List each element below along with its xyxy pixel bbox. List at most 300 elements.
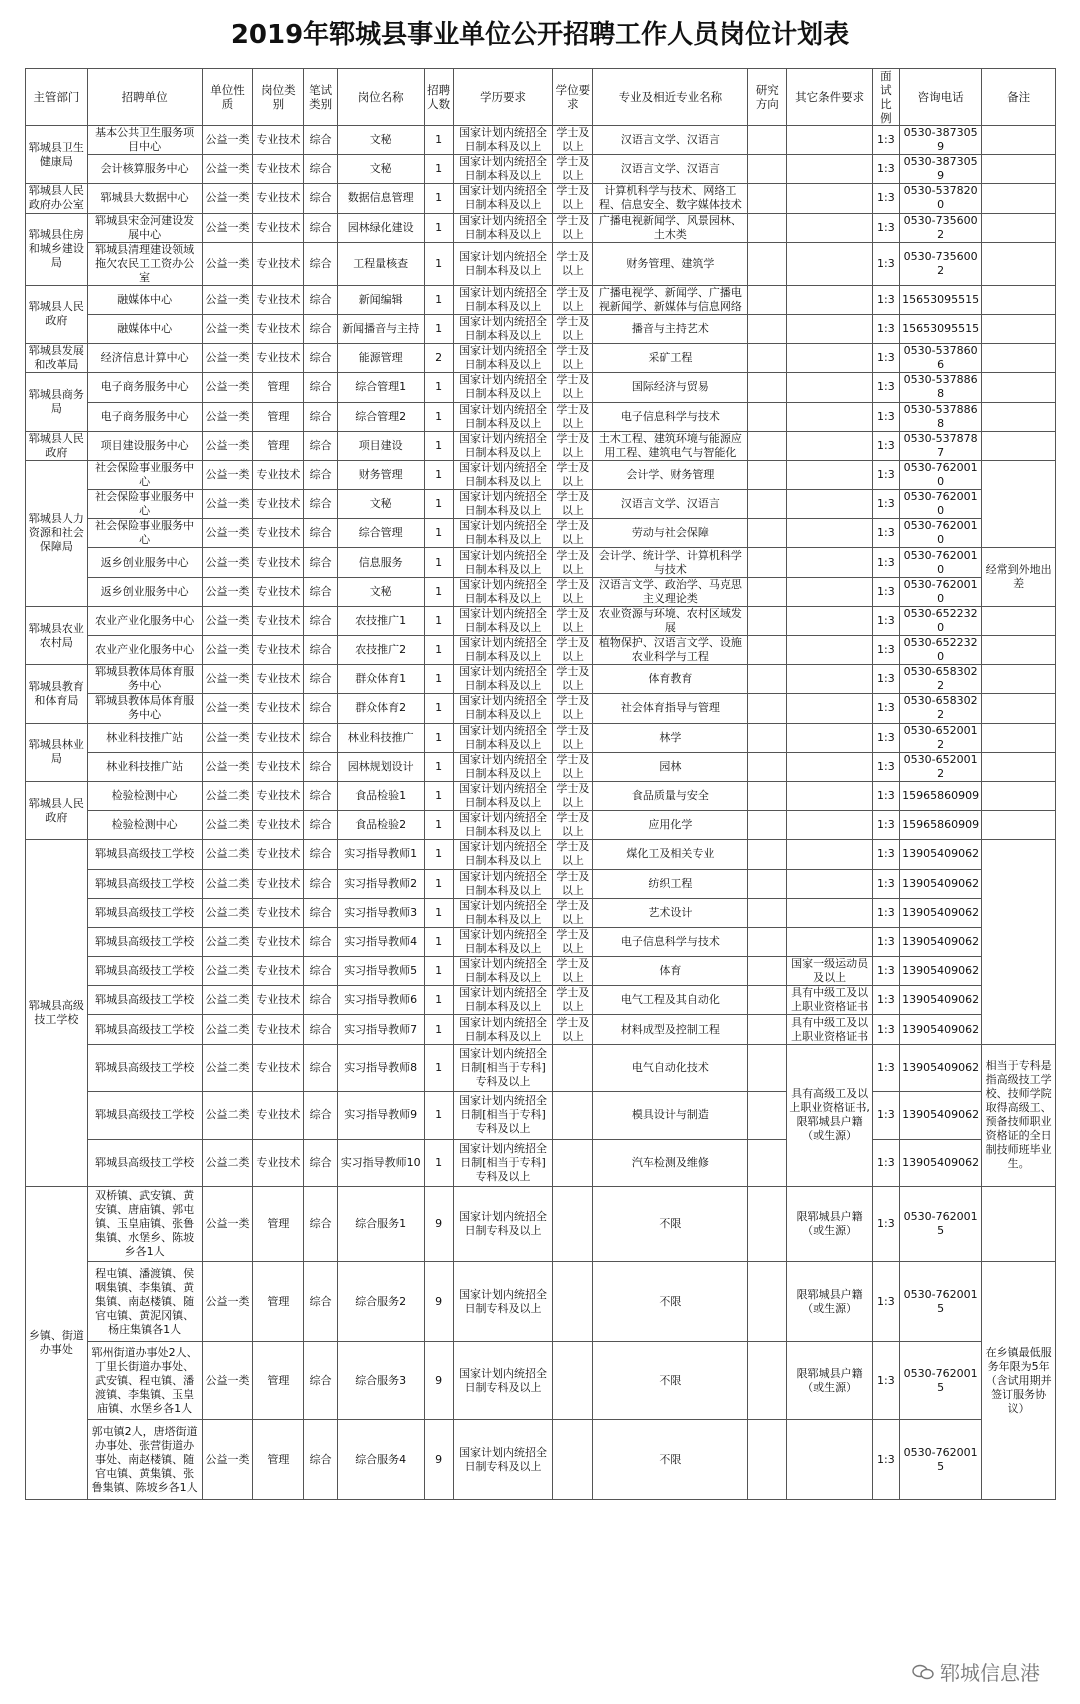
table-cell: 1 <box>424 314 453 343</box>
table-row <box>26 811 1056 840</box>
table-cell <box>787 811 873 840</box>
table-cell: 公益一类 <box>202 1342 253 1420</box>
major-cell: 会计学、财务管理 <box>593 460 748 489</box>
table-cell: 综合 <box>304 665 338 694</box>
table-cell <box>982 344 1056 373</box>
table-cell: 国家计划内统招全日制本科及以上 <box>453 811 553 840</box>
table-cell <box>787 460 873 489</box>
table-cell: 1 <box>424 285 453 314</box>
table-cell: 1:3 <box>872 811 899 840</box>
table-cell: 公益二类 <box>202 986 253 1015</box>
table-cell: 国家计划内统招全日制[相当于专科]专科及以上 <box>453 1092 553 1140</box>
table-cell: 1:3 <box>872 606 899 635</box>
table-cell: 专业技术 <box>253 519 304 548</box>
table-cell: 1 <box>424 242 453 285</box>
major-cell: 体育 <box>593 957 748 986</box>
unit-cell: 郓城县高级技工学校 <box>87 927 202 956</box>
post-cell: 食品检验1 <box>337 781 424 810</box>
table-cell: 国家计划内统招全日制本科及以上 <box>453 126 553 155</box>
table-row <box>26 184 1056 213</box>
table-cell: 公益二类 <box>202 957 253 986</box>
table-row <box>26 155 1056 184</box>
table-cell: 1:3 <box>872 636 899 665</box>
table-cell <box>748 373 787 402</box>
table-cell: 综合 <box>304 314 338 343</box>
phone-cell: 0530-6520012 <box>899 752 981 781</box>
table-cell <box>982 840 1056 1044</box>
table-cell: 1:3 <box>872 460 899 489</box>
table-cell: 1:3 <box>872 344 899 373</box>
table-cell: 9 <box>424 1262 453 1342</box>
post-cell: 食品检验2 <box>337 811 424 840</box>
header-cell: 招聘人数 <box>424 69 453 126</box>
table-cell <box>748 1092 787 1140</box>
table-row <box>26 344 1056 373</box>
table-cell: 国家计划内统招全日制专科及以上 <box>453 1187 553 1262</box>
table-cell <box>748 636 787 665</box>
table-row <box>26 957 1056 986</box>
header-cell: 岗位类别 <box>253 69 304 126</box>
table-cell: 1 <box>424 723 453 752</box>
table-cell: 公益二类 <box>202 869 253 898</box>
table-cell: 综合 <box>304 694 338 723</box>
table-cell: 综合 <box>304 898 338 927</box>
major-cell: 不限 <box>593 1420 748 1500</box>
table-cell: 1:3 <box>872 285 899 314</box>
table-cell: 1:3 <box>872 548 899 577</box>
unit-cell: 返乡创业服务中心 <box>87 548 202 577</box>
post-cell: 综合管理1 <box>337 373 424 402</box>
table-cell: 综合 <box>304 1187 338 1262</box>
table-cell <box>748 155 787 184</box>
table-row <box>26 636 1056 665</box>
phone-cell: 0530-5378787 <box>899 431 981 460</box>
post-cell: 综合管理 <box>337 519 424 548</box>
post-cell: 园林绿化建设 <box>337 213 424 242</box>
table-cell <box>787 752 873 781</box>
major-cell: 应用化学 <box>593 811 748 840</box>
table-cell: 1 <box>424 781 453 810</box>
unit-cell: 郓城县高级技工学校 <box>87 957 202 986</box>
table-cell: 1 <box>424 898 453 927</box>
post-cell: 实习指导教师8 <box>337 1044 424 1092</box>
table-cell: 公益一类 <box>202 184 253 213</box>
table-cell <box>748 869 787 898</box>
table-cell <box>748 402 787 431</box>
table-cell: 国家计划内统招全日制本科及以上 <box>453 373 553 402</box>
major-cell: 不限 <box>593 1187 748 1262</box>
unit-cell: 检验检测中心 <box>87 811 202 840</box>
table-cell: 国家计划内统招全日制本科及以上 <box>453 184 553 213</box>
table-cell: 学士及以上 <box>553 460 593 489</box>
major-cell: 农业资源与环境、农村区域发展 <box>593 606 748 635</box>
table-cell: 学士及以上 <box>553 752 593 781</box>
phone-cell: 0530-7620010 <box>899 490 981 519</box>
table-cell <box>982 373 1056 402</box>
major-cell: 食品质量与安全 <box>593 781 748 810</box>
table-row <box>26 840 1056 869</box>
table-cell: 国家计划内统招全日制本科及以上 <box>453 460 553 489</box>
post-cell: 新闻编辑 <box>337 285 424 314</box>
major-cell: 土木工程、建筑环境与能源应用工程、建筑电气与智能化 <box>593 431 748 460</box>
post-cell: 实习指导教师3 <box>337 898 424 927</box>
table-cell: 国家计划内统招全日制本科及以上 <box>453 986 553 1015</box>
major-cell: 植物保护、汉语言文学、设施农业科学与工程 <box>593 636 748 665</box>
post-cell: 综合服务2 <box>337 1262 424 1342</box>
table-cell: 1:3 <box>872 1420 899 1500</box>
table-cell: 国家计划内统招全日制本科及以上 <box>453 242 553 285</box>
table-cell: 1:3 <box>872 694 899 723</box>
table-cell <box>748 314 787 343</box>
table-cell <box>748 898 787 927</box>
post-cell: 数据信息管理 <box>337 184 424 213</box>
table-cell: 综合 <box>304 242 338 285</box>
unit-cell: 郓城县教体局体育服务中心 <box>87 665 202 694</box>
table-cell: 公益二类 <box>202 1092 253 1140</box>
table-cell: 国家计划内统招全日制本科及以上 <box>453 213 553 242</box>
phone-cell: 15965860909 <box>899 811 981 840</box>
table-cell: 专业技术 <box>253 184 304 213</box>
phone-cell: 15653095515 <box>899 314 981 343</box>
dept-cell: 郓城县住房和城乡建设局 <box>26 213 88 285</box>
unit-cell: 郭屯镇2人，唐塔街道办事处、张营街道办事处、南赵楼镇、随官屯镇、黄集镇、张鲁集镇、陈坡乡各1人 <box>87 1420 202 1500</box>
table-cell: 综合 <box>304 1139 338 1187</box>
table-cell: 综合 <box>304 548 338 577</box>
table-cell: 国家计划内统招全日制本科及以上 <box>453 577 553 606</box>
table-cell: 国家计划内统招全日制本科及以上 <box>453 869 553 898</box>
table-row <box>26 314 1056 343</box>
table-cell <box>787 577 873 606</box>
dept-cell: 郓城县商务局 <box>26 373 88 431</box>
table-cell <box>982 606 1056 635</box>
table-cell: 学士及以上 <box>553 1015 593 1044</box>
table-cell: 公益一类 <box>202 344 253 373</box>
table-row <box>26 986 1056 1015</box>
table-cell: 综合 <box>304 402 338 431</box>
table-row <box>26 606 1056 635</box>
phone-cell: 15965860909 <box>899 781 981 810</box>
header-cell: 学位要求 <box>553 69 593 126</box>
table-row <box>26 1342 1056 1420</box>
table-cell <box>982 694 1056 723</box>
table-cell: 1:3 <box>872 213 899 242</box>
table-cell: 国家计划内统招全日制专科及以上 <box>453 1342 553 1420</box>
table-cell: 专业技术 <box>253 285 304 314</box>
dept-cell: 郓城县人民政府 <box>26 285 88 343</box>
header-cell: 专业及相近专业名称 <box>593 69 748 126</box>
major-cell: 电气工程及其自动化 <box>593 986 748 1015</box>
table-cell: 国家计划内统招全日制本科及以上 <box>453 957 553 986</box>
unit-cell: 郓城县高级技工学校 <box>87 986 202 1015</box>
table-cell <box>787 213 873 242</box>
unit-cell: 郓城县高级技工学校 <box>87 840 202 869</box>
table-cell: 公益一类 <box>202 606 253 635</box>
table-cell <box>982 460 1056 548</box>
post-cell: 实习指导教师6 <box>337 986 424 1015</box>
other-cell <box>787 927 873 956</box>
unit-cell: 农业产业化服务中心 <box>87 636 202 665</box>
table-cell: 专业技术 <box>253 1015 304 1044</box>
post-cell: 农技推广1 <box>337 606 424 635</box>
major-cell: 财务管理、建筑学 <box>593 242 748 285</box>
phone-cell: 0530-6583022 <box>899 694 981 723</box>
table-cell: 综合 <box>304 1092 338 1140</box>
table-row <box>26 665 1056 694</box>
table-cell: 1:3 <box>872 155 899 184</box>
major-cell: 广播电视学、新闻学、广播电视新闻学、新媒体与信息网络 <box>593 285 748 314</box>
table-cell: 1 <box>424 490 453 519</box>
note-cell: 在乡镇最低服务年限为5年（含试用期并签订服务协议） <box>982 1262 1056 1500</box>
table-cell: 1 <box>424 184 453 213</box>
table-cell: 专业技术 <box>253 1139 304 1187</box>
table-cell: 专业技术 <box>253 490 304 519</box>
phone-cell: 15653095515 <box>899 285 981 314</box>
phone-cell: 13905409062 <box>899 986 981 1015</box>
dept-cell: 郓城县人民政府办公室 <box>26 184 88 213</box>
table-cell: 国家计划内统招全日制本科及以上 <box>453 155 553 184</box>
major-cell: 播音与主持艺术 <box>593 314 748 343</box>
other-cell: 限郓城县户籍（或生源） <box>787 1342 873 1420</box>
table-cell: 综合 <box>304 781 338 810</box>
table-cell: 公益一类 <box>202 519 253 548</box>
table-cell: 1:3 <box>872 723 899 752</box>
unit-cell: 社会保险事业服务中心 <box>87 460 202 489</box>
table-cell: 综合 <box>304 840 338 869</box>
post-cell: 群众体育1 <box>337 665 424 694</box>
table-cell <box>787 781 873 810</box>
table-cell: 国家计划内统招全日制本科及以上 <box>453 898 553 927</box>
table-cell: 专业技术 <box>253 752 304 781</box>
table-cell: 综合 <box>304 155 338 184</box>
watermark <box>912 1657 1040 1686</box>
table-cell: 1 <box>424 1139 453 1187</box>
table-cell <box>748 1187 787 1262</box>
major-cell: 材料成型及控制工程 <box>593 1015 748 1044</box>
table-cell: 管理 <box>253 431 304 460</box>
table-cell <box>787 636 873 665</box>
unit-cell: 郓城县宋金河建设发展中心 <box>87 213 202 242</box>
post-cell: 综合服务4 <box>337 1420 424 1500</box>
dept-cell: 郓城县高级技工学校 <box>26 840 88 1187</box>
table-cell <box>748 242 787 285</box>
table-cell: 专业技术 <box>253 898 304 927</box>
table-cell: 专业技术 <box>253 606 304 635</box>
post-cell: 农技推广2 <box>337 636 424 665</box>
table-cell: 学士及以上 <box>553 155 593 184</box>
table-cell <box>787 694 873 723</box>
header-cell: 招聘单位 <box>87 69 202 126</box>
table-cell <box>553 1420 593 1500</box>
table-row <box>26 431 1056 460</box>
table-cell: 综合 <box>304 344 338 373</box>
table-cell <box>748 694 787 723</box>
table-cell: 1 <box>424 606 453 635</box>
table-cell: 公益一类 <box>202 577 253 606</box>
table-cell: 1 <box>424 636 453 665</box>
table-cell: 学士及以上 <box>553 986 593 1015</box>
table-cell: 国家计划内统招全日制本科及以上 <box>453 840 553 869</box>
table-row <box>26 373 1056 402</box>
table-cell: 国家计划内统招全日制专科及以上 <box>453 1420 553 1500</box>
unit-cell: 郓城县高级技工学校 <box>87 1092 202 1140</box>
table-cell: 综合 <box>304 373 338 402</box>
header-row <box>26 69 1056 126</box>
table-cell <box>553 1342 593 1420</box>
table-cell: 综合 <box>304 927 338 956</box>
table-cell: 1:3 <box>872 869 899 898</box>
table-cell: 学士及以上 <box>553 665 593 694</box>
table-cell: 学士及以上 <box>553 957 593 986</box>
table-cell: 学士及以上 <box>553 285 593 314</box>
table-cell: 公益一类 <box>202 752 253 781</box>
major-cell: 体育教育 <box>593 665 748 694</box>
table-cell <box>748 1342 787 1420</box>
table-cell: 学士及以上 <box>553 431 593 460</box>
table-cell <box>982 126 1056 155</box>
table-cell: 1 <box>424 577 453 606</box>
table-cell: 1:3 <box>872 665 899 694</box>
table-cell: 1:3 <box>872 1092 899 1140</box>
table-cell <box>787 665 873 694</box>
post-cell: 群众体育2 <box>337 694 424 723</box>
table-cell: 管理 <box>253 1342 304 1420</box>
table-cell: 9 <box>424 1342 453 1420</box>
table-cell: 1:3 <box>872 781 899 810</box>
table-cell: 国家计划内统招全日制本科及以上 <box>453 402 553 431</box>
phone-cell: 0530-6583022 <box>899 665 981 694</box>
unit-cell: 郓城县大数据中心 <box>87 184 202 213</box>
post-cell: 综合管理2 <box>337 402 424 431</box>
unit-cell: 基本公共卫生服务项目中心 <box>87 126 202 155</box>
table-row <box>26 869 1056 898</box>
phone-cell: 0530-7620015 <box>899 1342 981 1420</box>
unit-cell: 会计核算服务中心 <box>87 155 202 184</box>
table-cell: 1:3 <box>872 577 899 606</box>
table-cell <box>982 314 1056 343</box>
table-cell: 综合 <box>304 636 338 665</box>
dept-cell: 郓城县卫生健康局 <box>26 126 88 184</box>
table-cell: 专业技术 <box>253 460 304 489</box>
unit-cell: 郓城县高级技工学校 <box>87 1139 202 1187</box>
table-cell: 综合 <box>304 869 338 898</box>
table-cell: 综合 <box>304 1015 338 1044</box>
phone-cell: 13905409062 <box>899 1015 981 1044</box>
unit-cell: 程屯镇、潘渡镇、侯咽集镇、李集镇、黄集镇、南赵楼镇、随官屯镇、黄泥冈镇、杨庄集镇各1人 <box>87 1262 202 1342</box>
unit-cell: 融媒体中心 <box>87 314 202 343</box>
table-cell: 公益二类 <box>202 1044 253 1092</box>
table-cell: 公益一类 <box>202 636 253 665</box>
table-row <box>26 402 1056 431</box>
table-cell: 专业技术 <box>253 548 304 577</box>
table-cell: 公益一类 <box>202 155 253 184</box>
post-cell: 新闻播音与主持 <box>337 314 424 343</box>
post-cell: 综合服务3 <box>337 1342 424 1420</box>
table-cell: 国家计划内统招全日制本科及以上 <box>453 694 553 723</box>
phone-cell: 13905409062 <box>899 898 981 927</box>
post-cell: 实习指导教师2 <box>337 869 424 898</box>
table-cell: 国家计划内统招全日制[相当于专科]专科及以上 <box>453 1139 553 1187</box>
phone-cell: 13905409062 <box>899 957 981 986</box>
major-cell: 广播电视新闻学、风景园林、土木类 <box>593 213 748 242</box>
table-row <box>26 548 1056 577</box>
table-cell <box>982 213 1056 242</box>
note-cell: 相当于专科是指高级技工学校、技师学院取得高级工、预备技师职业资格证的全日制技师班毕业生。 <box>982 1044 1056 1187</box>
major-cell: 采矿工程 <box>593 344 748 373</box>
table-cell: 专业技术 <box>253 811 304 840</box>
other-cell: 限郓城县户籍（或生源） <box>787 1262 873 1342</box>
table-cell: 专业技术 <box>253 665 304 694</box>
table-cell: 公益二类 <box>202 927 253 956</box>
table-cell: 1:3 <box>872 927 899 956</box>
table-cell: 1:3 <box>872 490 899 519</box>
table-row <box>26 1420 1056 1500</box>
dept-cell: 郓城县人民政府 <box>26 781 88 839</box>
table-cell: 国家计划内统招全日制本科及以上 <box>453 548 553 577</box>
unit-cell: 经济信息计算中心 <box>87 344 202 373</box>
table-cell <box>787 548 873 577</box>
table-cell <box>748 723 787 752</box>
table-row <box>26 1044 1056 1092</box>
table-cell: 1 <box>424 957 453 986</box>
table-cell: 学士及以上 <box>553 636 593 665</box>
table-cell: 综合 <box>304 460 338 489</box>
other-cell: 具有中级工及以上职业资格证书 <box>787 986 873 1015</box>
table-cell: 学士及以上 <box>553 869 593 898</box>
table-cell: 管理 <box>253 1262 304 1342</box>
table-cell: 专业技术 <box>253 1044 304 1092</box>
post-cell: 文秘 <box>337 577 424 606</box>
table-row <box>26 781 1056 810</box>
unit-cell: 郓城县高级技工学校 <box>87 1044 202 1092</box>
table-cell <box>787 723 873 752</box>
unit-cell: 融媒体中心 <box>87 285 202 314</box>
phone-cell: 13905409062 <box>899 927 981 956</box>
table-cell: 专业技术 <box>253 636 304 665</box>
phone-cell: 0530-7620015 <box>899 1420 981 1500</box>
table-cell: 公益一类 <box>202 213 253 242</box>
table-cell: 综合 <box>304 752 338 781</box>
major-cell: 煤化工及相关专业 <box>593 840 748 869</box>
table-row <box>26 242 1056 285</box>
table-cell: 专业技术 <box>253 957 304 986</box>
table-cell: 学士及以上 <box>553 723 593 752</box>
table-cell <box>787 155 873 184</box>
table-cell: 学士及以上 <box>553 519 593 548</box>
phone-cell: 0530-5378200 <box>899 184 981 213</box>
table-cell <box>982 242 1056 285</box>
major-cell: 劳动与社会保障 <box>593 519 748 548</box>
table-cell: 1:3 <box>872 1342 899 1420</box>
post-cell: 林业科技推广 <box>337 723 424 752</box>
table-cell <box>982 636 1056 665</box>
table-cell: 专业技术 <box>253 840 304 869</box>
table-cell <box>748 213 787 242</box>
phone-cell: 0530-7620010 <box>899 460 981 489</box>
table-cell: 综合 <box>304 1420 338 1500</box>
table-cell: 国家计划内统招全日制本科及以上 <box>453 927 553 956</box>
phone-cell: 0530-6522320 <box>899 606 981 635</box>
table-cell: 1 <box>424 126 453 155</box>
table-cell: 公益二类 <box>202 781 253 810</box>
table-row <box>26 1139 1056 1187</box>
table-cell <box>748 752 787 781</box>
table-cell: 专业技术 <box>253 344 304 373</box>
header-cell: 单位性质 <box>202 69 253 126</box>
table-cell <box>553 1262 593 1342</box>
other-cell: 国家一级运动员及以上 <box>787 957 873 986</box>
table-cell: 学士及以上 <box>553 344 593 373</box>
major-cell: 林学 <box>593 723 748 752</box>
